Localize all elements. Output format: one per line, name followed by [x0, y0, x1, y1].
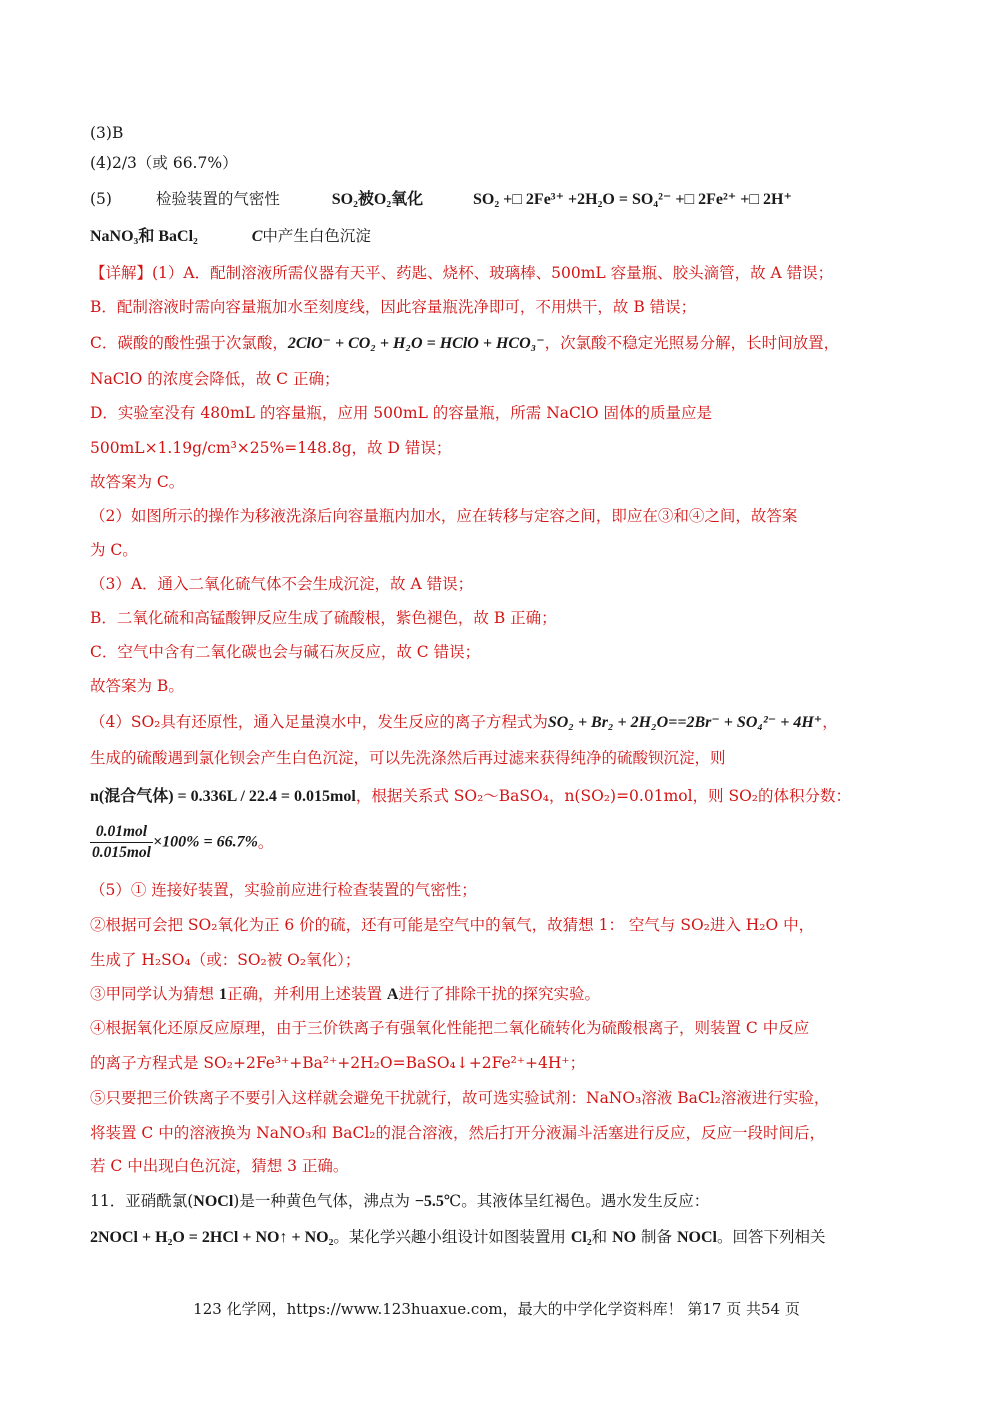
explain-line-11: B．二氧化硫和高锰酸钾反应生成了硫酸根，紫色褪色，故 B 正确；: [90, 609, 557, 627]
page-footer: 123 化学网，https://www.123huaxue.com，最大的中学化学资料库！ 第17 页 共54 页: [193, 1300, 800, 1318]
explain-line-25: 将装置 C 中的溶液换为 NaNO₃和 BaCl₂的混合溶液，然后打开分液漏斗活塞进行反应，反应一段时间后，: [90, 1124, 826, 1142]
q11-1c: )是一种黄色气体，沸点为: [233, 1192, 415, 1210]
explain-line-23: 的离子方程式是 SO₂+2Fe³⁺+Ba²⁺+2H₂O=BaSO₄↓+2Fe²⁺+4H⁺；: [90, 1054, 586, 1072]
answer-5-equation: SO₂ +□ 2Fe³⁺ +2H₂O = SO₄²⁻ +□ 2Fe²⁺ +□ 2H⁺: [473, 191, 792, 208]
explain-line-14a: （4）SO₂具有还原性，通入足量溴水中，发生反应的离子方程式为: [90, 713, 548, 731]
explain-line-17: [90, 822, 273, 863]
explain-line-21b: 正确，并利用上述装置: [226, 985, 387, 1003]
q11-1e: ℃。其液体呈红褐色。遇水发生反应：: [443, 1192, 710, 1210]
answer-5-precipitate: 中产生白色沉淀: [262, 227, 371, 245]
answer-5-label: (5): [90, 190, 112, 208]
q11-2c: 和: [591, 1228, 613, 1246]
device-a: A: [386, 986, 399, 1003]
explain-line-19: ②根据可会把 SO₂氧化为正 6 价的硫，还有可能是空气中的氧气，故猜想 1： 空气与 SO₂进入 H₂O 中，: [90, 916, 815, 934]
carbonate-equation: 2ClO⁻ + CO₂ + H₂O = HClO + HCO₃⁻: [287, 335, 545, 352]
q11-2a: 。某化学兴趣小组设计如图装置用: [333, 1228, 571, 1246]
question-11-line-1: [90, 1190, 709, 1213]
answer-5-row1: [90, 188, 792, 211]
explain-line-21: [90, 983, 600, 1006]
explain-line-9: 为 C。: [90, 541, 138, 559]
fraction-denominator: 0.015mol: [92, 844, 151, 861]
explain-line-14b: ，: [822, 713, 838, 731]
explain-line-22: ④根据氧化还原反应原理，由于三价铁离子有强氧化性能把二氧化硫转化为硫酸根离子，则装置 C 中反应: [90, 1019, 810, 1037]
mixed-gas-equation: n(混合气体) = 0.336L / 22.4 = 0.015mol: [90, 788, 356, 805]
explain-line-17-end: 。: [257, 833, 274, 852]
q11-no: NO: [612, 1229, 637, 1246]
explain-line-1: 【详解】(1）A．配制溶液所需仪器有天平、药匙、烧杯、玻璃棒、500mL 容量瓶、胶头滴管，故 A 错误；: [90, 264, 834, 282]
explain-line-20: 生成了 H₂SO₄（或：SO₂被 O₂氧化）；: [90, 951, 361, 969]
explain-line-14: [90, 711, 838, 734]
answer-5-reagents: NaNO₃和 BaCl₂: [90, 228, 198, 245]
explain-line-8: （2）如图所示的操作为移液洗涤后向容量瓶内加水，应在转移与定容之间，即应在③和④之间，故答案: [90, 507, 798, 525]
explain-line-16: [90, 785, 851, 808]
explain-line-12: C．空气中含有二氧化碳也会与碱石灰反应，故 C 错误；: [90, 643, 481, 661]
explain-line-21c: 进行了排除干扰的探究实验。: [398, 985, 600, 1003]
q11-nocl-2: NOCl: [676, 1229, 717, 1246]
explain-line-4: NaClO 的浓度会降低，故 C 正确；: [90, 370, 340, 388]
explain-line-13: 故答案为 B。: [90, 677, 184, 695]
hypothesis-number: 1: [218, 986, 227, 1003]
explain-line-10: （3）A．通入二氧化硫气体不会生成沉淀，故 A 错误；: [90, 575, 474, 593]
q11-cl2: Cl₂: [570, 1229, 592, 1246]
explain-line-2: B．配制溶液时需向容量瓶加水至刻度线，因此容量瓶洗净即可，不用烘干，故 B 错误；: [90, 298, 697, 316]
explain-line-26: 若 C 中出现白色沉淀，猜想 3 正确。: [90, 1157, 349, 1175]
explain-line-3: [90, 332, 839, 355]
explain-line-24: ⑤只要把三价铁离子不要引入这样就会避免干扰就行，故可选实验试剂：NaNO₃溶液 BaCl₂溶液进行实验，: [90, 1089, 830, 1107]
fraction-result: ×100% = 66.7%: [153, 833, 258, 851]
answer-5-c: C: [251, 228, 263, 245]
explain-line-15: 生成的硫酸遇到氯化钡会产生白色沉淀，可以先洗涤然后再过滤来获得纯净的硫酸钡沉淀，则: [90, 749, 726, 767]
explain-line-21a: ③甲同学认为猜想: [90, 985, 219, 1003]
answer-4: (4)2/3（或 66.7%）: [90, 154, 238, 172]
answer-3: (3)B: [90, 124, 124, 142]
nocl-hydrolysis-equation: 2NOCl + H₂O = 2HCl + NO↑ + NO₂: [90, 1229, 334, 1246]
explain-line-18: （5）① 连接好装置，实验前应进行检查装置的气密性；: [90, 881, 477, 899]
q11-boiling-point: −5.5: [414, 1193, 444, 1210]
explain-line-16b: ，根据关系式 SO₂～BaSO₄，n(SO₂)=0.01mol，则 SO₂的体积分数：: [355, 787, 852, 805]
volume-fraction: [90, 822, 153, 863]
explain-line-7: 故答案为 C。: [90, 473, 185, 491]
answer-5-row2: [90, 225, 371, 248]
question-11-line-2: [90, 1226, 825, 1249]
q11-1a: 11．亚硝酰氯(: [90, 1192, 194, 1210]
fraction-numerator: 0.01mol: [90, 822, 153, 843]
answer-5-oxidized: SO₂被O₂氧化: [331, 191, 424, 208]
q11-2g: 。回答下列相关: [716, 1228, 826, 1246]
q11-2e: 制备: [636, 1228, 677, 1246]
explain-line-3b: ，次氯酸不稳定光照易分解，长时间放置，: [544, 334, 840, 352]
answer-5-airtight: 检验装置的气密性: [155, 190, 280, 208]
explain-line-6: 500mL×1.19g/cm³×25%=148.8g，故 D 错误；: [90, 439, 452, 457]
bromine-equation: SO₂ + Br₂ + 2H₂O==2Br⁻ + SO₄²⁻ + 4H⁺: [547, 714, 823, 731]
explain-line-5: D．实验室没有 480mL 的容量瓶，应用 500mL 的容量瓶，所需 NaClO 固体的质量应是: [90, 404, 712, 422]
q11-nocl: NOCl: [193, 1193, 234, 1210]
explain-line-3a: C．碳酸的酸性强于次氯酸，: [90, 334, 288, 352]
